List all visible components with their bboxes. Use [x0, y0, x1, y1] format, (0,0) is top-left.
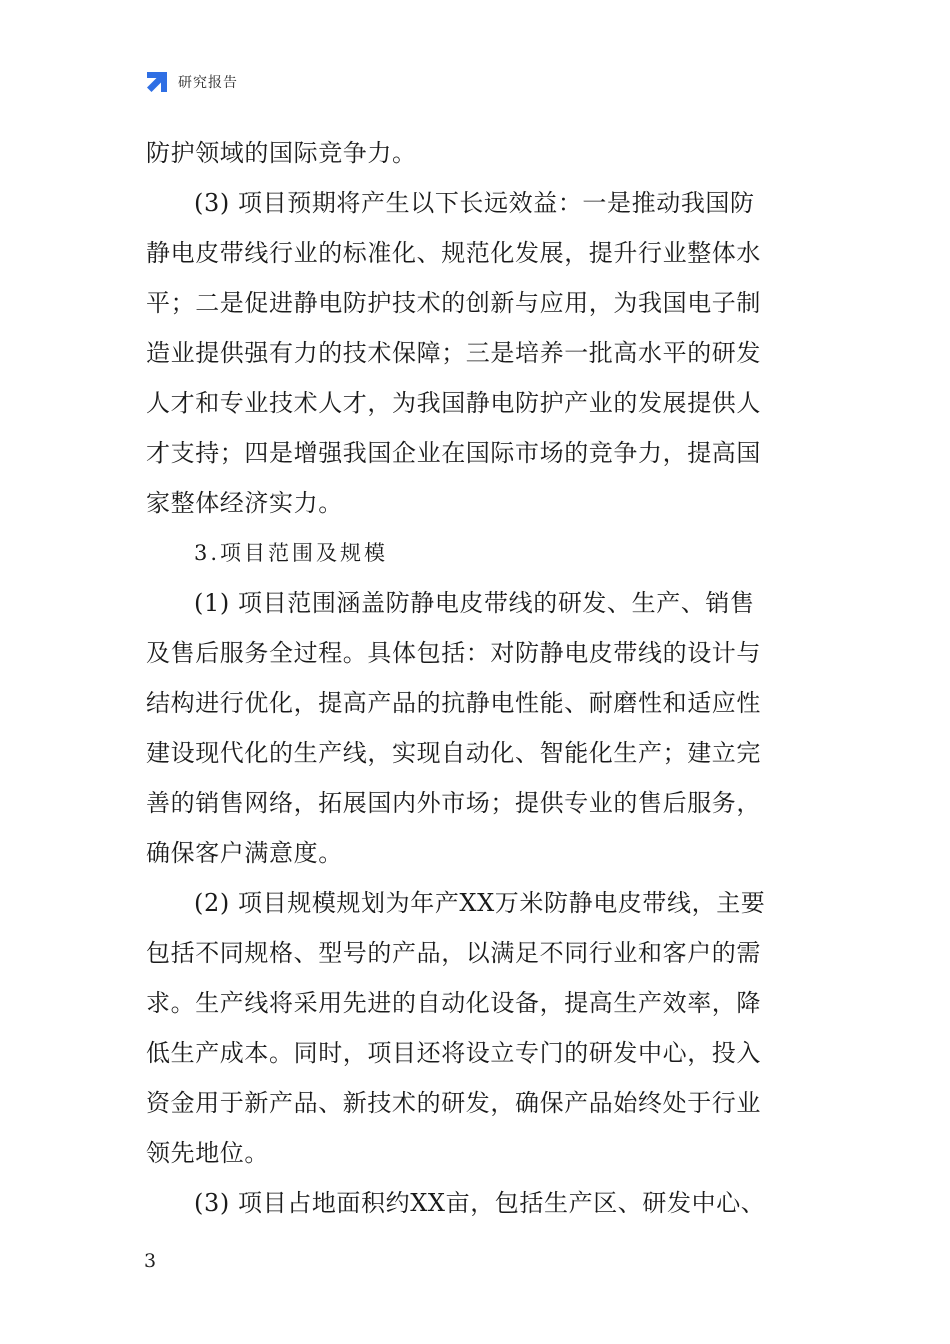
- arrow-up-right-icon: [144, 69, 170, 95]
- text-line: 求。生产线将采用先进的自动化设备，提高生产效率，降: [146, 989, 761, 1017]
- text-line: 平；二是促进静电防护技术的创新与应用，为我国电子制: [146, 289, 761, 317]
- text-line: 确保客户满意度。: [146, 839, 343, 867]
- text-line: 建设现代化的生产线，实现自动化、智能化生产；建立完: [146, 739, 761, 767]
- text-line: 静电皮带线行业的标准化、规范化发展，提升行业整体水: [146, 239, 761, 267]
- text-line: 资金用于新产品、新技术的研发，确保产品始终处于行业: [146, 1089, 761, 1117]
- page-header: [144, 68, 238, 96]
- text-line: 包括不同规格、型号的产品，以满足不同行业和客户的需: [146, 939, 761, 967]
- text-line: 防护领域的国际竞争力。: [146, 139, 417, 167]
- text-line: (3) 项目占地面积约XX亩，包括生产区、研发中心、: [194, 1189, 766, 1217]
- section-heading: 3.项目范围及规模: [194, 541, 389, 565]
- text-line: 领先地位。: [146, 1139, 269, 1167]
- page-number: 3: [144, 1250, 157, 1272]
- text-line: 人才和专业技术人才，为我国静电防护产业的发展提供人: [146, 389, 761, 417]
- text-line: 善的销售网络，拓展国内外市场；提供专业的售后服务，: [146, 789, 761, 817]
- header-title: 研究报告: [178, 75, 238, 91]
- text-line: 及售后服务全过程。具体包括：对防静电皮带线的设计与: [146, 639, 761, 667]
- text-line: 低生产成本。同时，项目还将设立专门的研发中心，投入: [146, 1039, 761, 1067]
- document-body: [146, 128, 808, 1228]
- text-line: 造业提供强有力的技术保障；三是培养一批高水平的研发: [146, 339, 761, 367]
- text-line: (3) 项目预期将产生以下长远效益：一是推动我国防: [194, 189, 755, 217]
- text-line: (2) 项目规模规划为年产XX万米防静电皮带线，主要: [194, 889, 766, 917]
- text-line: 结构进行优化，提高产品的抗静电性能、耐磨性和适应性: [146, 689, 761, 717]
- text-line: 家整体经济实力。: [146, 489, 343, 517]
- text-line: (1) 项目范围涵盖防静电皮带线的研发、生产、销售: [194, 589, 755, 617]
- text-line: 才支持；四是增强我国企业在国际市场的竞争力，提高国: [146, 439, 761, 467]
